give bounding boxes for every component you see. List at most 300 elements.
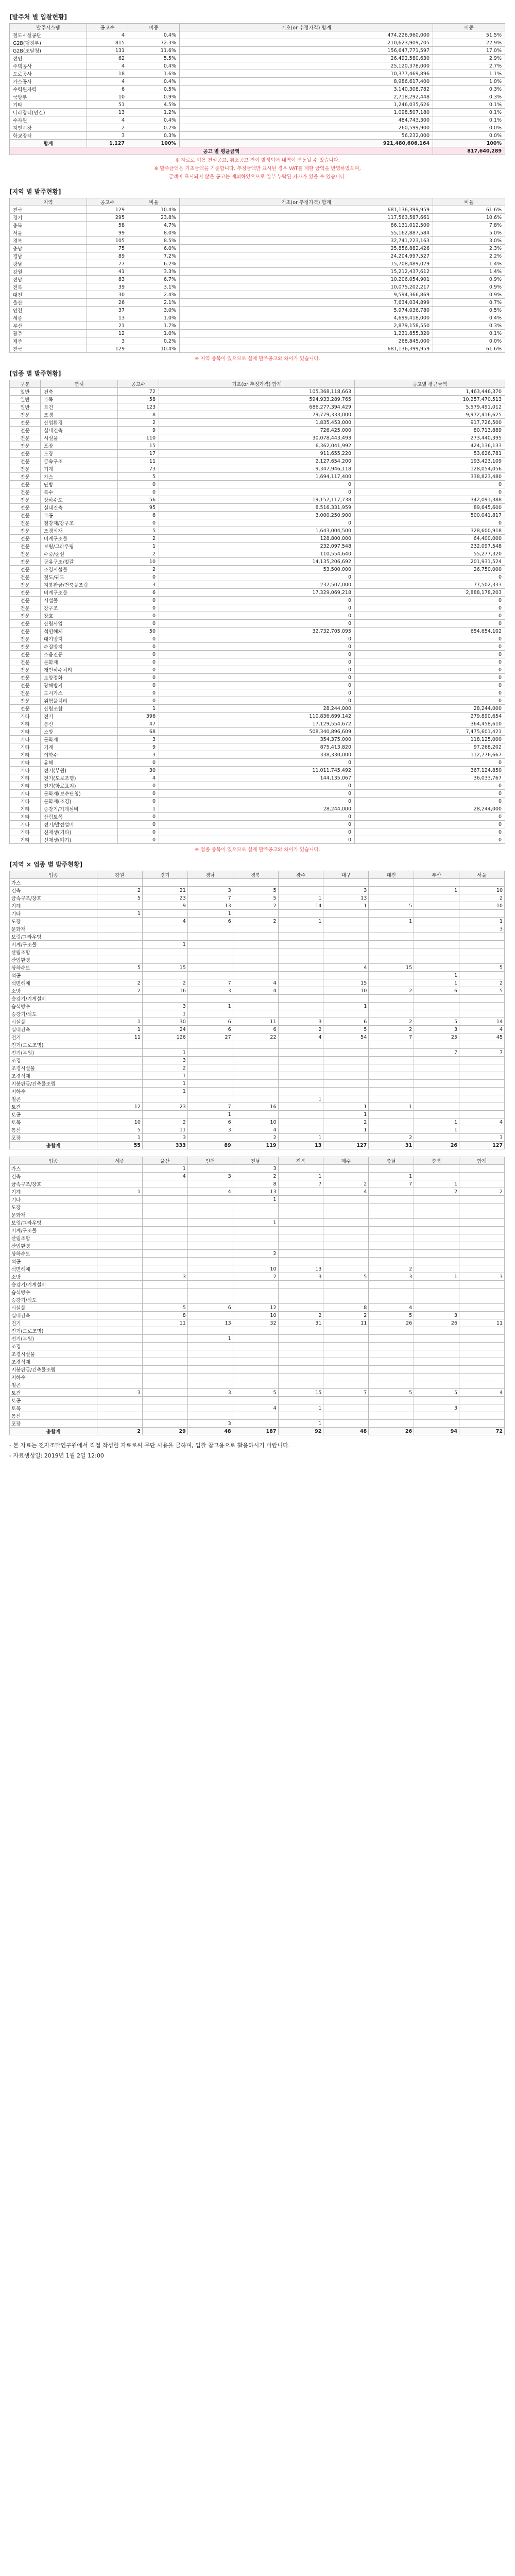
region-industry-table-2 [9,1157,505,1435]
table-row [10,543,505,550]
table-cell: 산업환경 [41,419,118,427]
table-cell [459,1404,505,1412]
table-cell: 2 [278,1026,323,1033]
table-cell: 187 [233,1428,278,1435]
table-cell [278,1049,323,1057]
table-cell: 1,643,004,500 [159,527,355,535]
table-cell [323,1196,369,1204]
table-row [10,643,505,651]
note-line: ※ 자료로 이용 건설공고, 취소공고 건이 발생되어 내역이 변동될 수 있습니다. [175,158,340,163]
table-cell: 48 [187,1428,233,1435]
table-row [10,488,505,496]
table-cell [459,1312,505,1319]
table-cell [187,1265,233,1273]
table-cell: 36,033,767 [355,774,505,782]
table-row [10,713,505,720]
table-cell [323,925,369,933]
table-cell [233,1366,278,1374]
table-cell [459,1242,505,1250]
table-cell: 0.2% [128,124,180,132]
table-cell: 2 [323,1118,369,1126]
table-cell [459,1250,505,1258]
table-cell: 3.0% [128,307,180,314]
table-cell: 72.3% [128,39,180,47]
table-cell: 세종 [10,314,87,322]
table-cell [459,1234,505,1242]
table-cell: 4 [278,1033,323,1041]
table-row [10,1343,505,1350]
table-cell: 7 [459,1049,505,1057]
table-cell: 100% [433,140,505,147]
column-header: 부산 [414,871,459,879]
table-cell: 5,579,491,012 [355,403,505,411]
table-cell [278,987,323,995]
table-cell: 5 [97,1126,143,1134]
table-cell: 기타 [10,836,41,844]
table-cell: 8 [323,1304,369,1312]
table-row [10,1003,505,1010]
table-cell: 5 [233,894,278,902]
table-cell: 3 [187,887,233,894]
table-cell: 건축 [10,887,97,894]
table-cell: 1 [142,1165,187,1173]
table-cell [414,894,459,902]
table-cell: 전문 [10,604,41,612]
table-cell: 10.4% [128,206,180,214]
table-cell [97,941,143,948]
table-cell: 15 [118,442,159,450]
table-cell [323,1397,369,1404]
table-cell: 전국 [10,345,87,353]
table-cell: 0 [355,674,505,682]
table-cell [414,1003,459,1010]
table-cell: 제주 [10,337,87,345]
table-cell [187,1010,233,1018]
table-cell: 0 [118,759,159,767]
table-cell: 5 [459,964,505,972]
table-cell [278,910,323,918]
table-cell: 철도/궤도 [41,573,118,581]
table-cell: 2 [369,1134,414,1142]
table-cell [142,948,187,956]
table-cell: 토건 [10,1103,97,1111]
table-cell: 0 [355,790,505,798]
table-row [10,1196,505,1204]
table-cell [414,1335,459,1343]
table-row [10,887,505,894]
table-cell: 3.1% [128,283,180,291]
table-cell [142,1111,187,1118]
table-cell: 80,713,889 [355,427,505,434]
table-cell: 문화재 [41,736,118,743]
table-cell [369,1010,414,1018]
table-cell [97,1335,143,1343]
table-cell: 6 [187,1018,233,1026]
table-cell: 총합계 [10,1142,97,1149]
table-cell [459,1003,505,1010]
table-cell [187,1180,233,1188]
table-cell: 30 [142,1018,187,1026]
table-cell: 0 [355,612,505,620]
table-cell [414,910,459,918]
table-cell: 100% [128,140,180,147]
table-cell: 260,599,900 [180,124,433,132]
table-cell: 전문 [10,566,41,573]
table-cell [414,1095,459,1103]
table-row [10,276,505,283]
table-cell: 77,502,333 [355,581,505,589]
table-cell: 21 [87,322,128,330]
table-cell: 0 [355,651,505,658]
table-cell: 6 [233,1026,278,1033]
table-row [10,322,505,330]
table-row [10,558,505,566]
table-cell: 58 [87,222,128,229]
table-cell: 55 [97,1142,143,1149]
table-cell: 83 [87,276,128,283]
table-cell: 8,516,331,959 [159,504,355,512]
table-cell: 232,507,000 [159,581,355,589]
table-cell: 도시가스 [41,689,118,697]
table-cell [369,1412,414,1420]
table-row [10,573,505,581]
table-cell [323,1234,369,1242]
table-cell [142,1389,187,1397]
table-cell [459,1103,505,1111]
table-cell: 지하수 [10,1088,97,1095]
table-cell [97,1204,143,1211]
table-cell: 0 [118,573,159,581]
table-cell: 50 [118,628,159,635]
table-row [10,268,505,276]
table-cell: 0 [159,651,355,658]
table-cell: 승강기/기계설비 [41,805,118,813]
table-cell: 15 [369,964,414,972]
table-cell: 97,268,202 [355,743,505,751]
table-cell [142,1335,187,1343]
table-cell: 13 [87,109,128,116]
table-cell: 0 [355,836,505,844]
table-cell: 1 [414,1126,459,1134]
table-cell: 4 [233,979,278,987]
table-cell: 0 [159,682,355,689]
table-cell: 4 [87,31,128,39]
table-cell: 7 [278,1180,323,1188]
table-cell [187,1327,233,1335]
table-cell: 토공 [10,1111,97,1118]
table-cell [369,1281,414,1289]
table-cell [414,1111,459,1118]
table-cell: 0 [159,604,355,612]
table-cell [369,1381,414,1389]
table-cell: 수질방지 [41,643,118,651]
table-cell: 전문 [10,682,41,689]
table-cell [414,1265,459,1273]
column-header: 공고수 [118,380,159,388]
table-cell: 0.3% [128,132,180,140]
table-cell: 상하수도 [10,1250,97,1258]
table-cell [187,1281,233,1289]
table-cell: 24 [142,1026,187,1033]
table-row [10,1111,505,1118]
table-cell: 681,136,399,959 [180,206,433,214]
table-cell: 1 [278,894,323,902]
table-cell: 15,212,437,612 [180,268,433,276]
table-header-row [10,871,505,879]
table-cell: 가스 [41,473,118,481]
table-cell [233,1049,278,1057]
table-cell: 나라장터(민간) [10,109,87,116]
column-header: 인천 [187,1157,233,1165]
table-cell: 2 [369,1265,414,1273]
table-cell: 전문 [10,473,41,481]
table-cell [187,1072,233,1080]
table-cell: 철콘 [10,1381,97,1389]
table-cell: 2 [459,979,505,987]
table-cell: 전문 [10,697,41,705]
table-cell [369,1234,414,1242]
table-cell [233,1350,278,1358]
table-cell [323,956,369,964]
table-row [10,581,505,589]
table-cell: 2 [323,1180,369,1188]
table-cell [323,1420,369,1428]
table-cell [414,1211,459,1219]
table-cell: 11 [233,1018,278,1026]
table-cell: 6,362,041,992 [159,442,355,450]
table-cell [323,1381,369,1389]
table-cell [459,1057,505,1064]
table-cell [278,1111,323,1118]
table-row [10,720,505,728]
table-cell [278,1227,323,1234]
table-cell [323,1258,369,1265]
column-header: 경북 [233,871,278,879]
table-cell [459,1041,505,1049]
table-cell: 26 [414,1319,459,1327]
table-cell [459,1180,505,1188]
table-cell: 전문 [10,573,41,581]
table-row [10,237,505,245]
table-cell: 13 [187,902,233,910]
table-cell: 0.1% [433,330,505,337]
table-cell: 26 [87,299,128,307]
table-row [10,743,505,751]
table-cell: 0 [159,790,355,798]
table-cell: 석면해체 [41,628,118,635]
table-cell: 10,075,202,217 [180,283,433,291]
table-cell: 3 [414,1312,459,1319]
table-cell [414,1381,459,1389]
table-cell: 전기(부원) [10,1335,97,1343]
table-cell [369,1296,414,1304]
table-cell: 4 [459,1026,505,1033]
table-row [10,1180,505,1188]
table-cell: 2.3% [433,245,505,252]
table-cell [369,1072,414,1080]
table-cell: 2.1% [128,299,180,307]
table-cell [142,1296,187,1304]
table-cell [187,1381,233,1389]
table-row [10,70,505,78]
table-cell [187,1358,233,1366]
table-cell: 전문 [10,651,41,658]
table-cell [233,910,278,918]
table-cell: 전문 [10,620,41,628]
table-cell: 86,131,012,500 [180,222,433,229]
table-cell [369,1374,414,1381]
table-cell: 0 [118,597,159,604]
table-cell: 58 [118,396,159,403]
table-cell: 92 [278,1428,323,1435]
table-cell [414,1289,459,1296]
table-cell: 110,554,640 [159,550,355,558]
table-cell: 2 [233,1134,278,1142]
table-cell [323,1374,369,1381]
table-cell [142,1366,187,1374]
table-cell: 기타 [10,828,41,836]
table-cell [459,1397,505,1404]
table-cell [369,1250,414,1258]
note-line: ※ 발주금액은 기초금액을 기준합니다. 추정금액만 표시된 경우 VAT를 제한 금액을 반영하였으며, [154,166,361,172]
table-cell [278,1350,323,1358]
table-cell: 0.4% [128,31,180,39]
table-cell: 도장 [10,1204,97,1211]
table-cell [323,1343,369,1350]
table-cell [142,1281,187,1289]
table-row [10,635,505,643]
table-cell [187,1134,233,1142]
table-row [10,1404,505,1412]
table-row [10,252,505,260]
table-cell [278,1343,323,1350]
table-cell: 26,750,000 [355,566,505,573]
table-cell: 53,626,781 [355,450,505,457]
table-cell: 4.5% [128,101,180,109]
table-cell [459,1327,505,1335]
table-cell [97,1374,143,1381]
table-cell: 충남 [10,245,87,252]
table-cell [233,1420,278,1428]
table-cell: 0.9% [433,291,505,299]
table-cell [233,1072,278,1080]
table-cell: 울산 [10,299,87,307]
table-cell: 1 [97,1188,143,1196]
table-cell: 99 [87,229,128,237]
table-cell: 전문 [10,419,41,427]
table-cell [278,941,323,948]
table-cell: 1 [118,805,159,813]
table-cell: 기타 [10,713,41,720]
table-cell [97,1196,143,1204]
table-cell: 문화재(조경) [41,798,118,805]
table-cell [187,925,233,933]
table-cell [459,1211,505,1219]
table-cell: 0 [159,759,355,767]
table-row [10,628,505,635]
table-cell: 기타 [10,101,87,109]
table-cell [278,1358,323,1366]
table-cell: 지하수 [10,1374,97,1381]
table-cell [233,1327,278,1335]
table-cell: 3,140,308,782 [180,86,433,93]
table-cell: 가스 [10,1165,97,1173]
table-cell: 학교장터 [10,132,87,140]
table-cell [142,879,187,887]
table-cell [323,1404,369,1412]
table-cell: 105,368,118,663 [159,388,355,396]
table-row [10,948,505,956]
table-cell: 일반 [10,388,41,396]
table-cell [187,879,233,887]
table-cell: 7,634,034,899 [180,299,433,307]
table-cell: 토공 [41,512,118,519]
table-cell [414,941,459,948]
table-cell: 193,423,109 [355,457,505,465]
table-row [10,1118,505,1126]
table-cell: 0 [118,836,159,844]
table-row [10,330,505,337]
table-cell: 29 [142,1428,187,1435]
table-cell: 기계 [10,902,97,910]
table-cell: 3 [414,1026,459,1033]
table-row [10,767,505,774]
table-cell: 0 [355,658,505,666]
table-cell [142,1258,187,1265]
table-cell [323,1350,369,1358]
table-cell: 911,655,220 [159,450,355,457]
table-row [10,1211,505,1219]
table-cell: 4.7% [128,222,180,229]
table-cell [369,1227,414,1234]
table-cell: 1 [118,543,159,550]
table-cell: 0 [159,828,355,836]
orderer-notes [9,156,506,180]
table-cell [459,956,505,964]
table-cell: 3 [278,1018,323,1026]
table-cell [97,1003,143,1010]
table-row [10,124,505,132]
table-cell: 0.4% [128,78,180,86]
table-cell: 1 [369,1173,414,1180]
table-cell [97,902,143,910]
table-row [10,597,505,604]
table-cell [459,1072,505,1080]
table-cell: 129 [87,206,128,214]
table-cell: 1,694,117,400 [159,473,355,481]
table-cell: 424,136,133 [355,442,505,450]
table-row [10,933,505,941]
table-cell [323,1358,369,1366]
table-cell [97,1180,143,1188]
table-row [10,527,505,535]
table-cell: 도로공사 [10,70,87,78]
table-cell: 전문 [10,658,41,666]
table-cell [369,1335,414,1343]
section-title-region-industry: [지역 × 업종 별 발주현황] [9,861,83,868]
table-cell: 전문 [10,689,41,697]
table-row [10,206,505,214]
table-cell: 726,425,000 [159,427,355,434]
table-cell: 산업환경 [10,956,97,964]
table-cell: 156,647,771,597 [180,47,433,55]
column-header: 기초(or 추정가격) 합계 [159,380,355,388]
table-row [10,1389,505,1397]
table-cell: 110,836,699,142 [159,713,355,720]
table-cell: 0.1% [433,101,505,109]
table-cell [323,1296,369,1304]
table-cell: 474,226,960,000 [180,31,433,39]
